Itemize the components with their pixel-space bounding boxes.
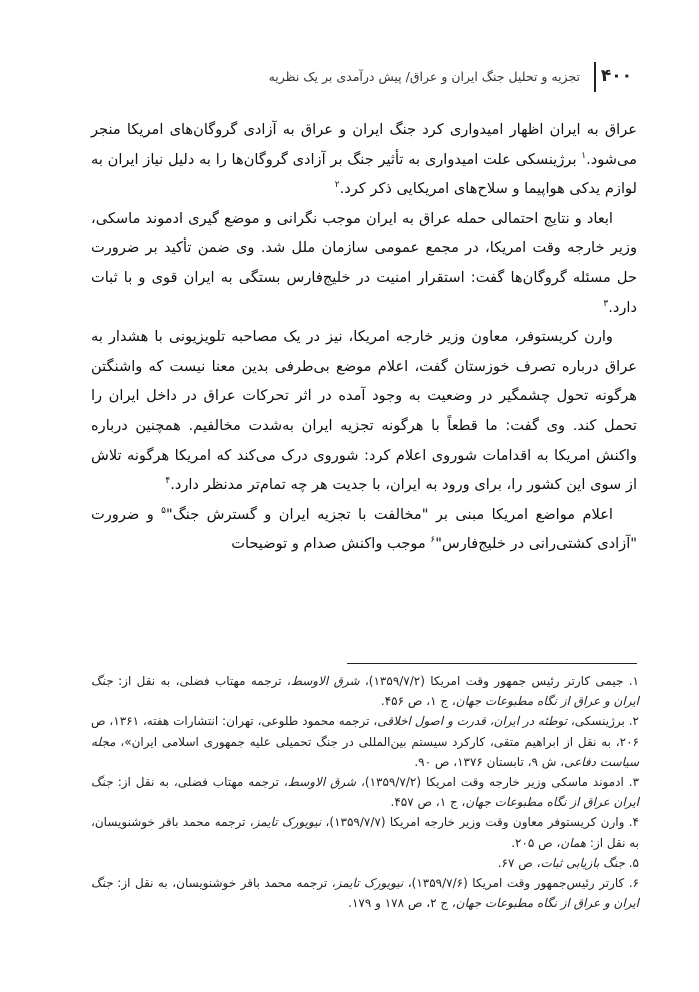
footnote-text: ، ج ۱، ص ۴۵۷. bbox=[390, 795, 466, 810]
paragraph bbox=[91, 500, 637, 559]
footnote-text: ، ج ۲، ص ۱۷۸ و ۱۷۹. bbox=[348, 896, 456, 911]
footnote bbox=[91, 873, 639, 913]
footnote bbox=[91, 853, 639, 873]
footnote-text: ، ص ۶۷. bbox=[497, 855, 541, 870]
footnote bbox=[91, 711, 639, 772]
footnote-source-title: نیویورک تایمز bbox=[335, 876, 404, 891]
footnote-source-title: همان bbox=[560, 835, 587, 850]
paragraph-text: ابعاد و نتایج احتمالی حمله عراق به ایران موجب نگرانی و موضع گیری ادموند ماسکی، وزیر خارجه وقت امریکا، در مجمع عمومی سازمان ملل شد. وی ضمن تأکید بر ضرورت حل مسئله گروگان‌ها گفت: استقرار امنیت در خلیج‌فارس بستگی به ایران قوی و با ثبات دارد. bbox=[91, 209, 637, 316]
footnote-text: ، ش ۹، تابستان ۱۳۷۶، ص ۹۰. bbox=[414, 754, 565, 769]
footnotes bbox=[91, 671, 639, 913]
page-number: ۴۰۰ bbox=[600, 66, 632, 86]
footnote bbox=[91, 812, 639, 852]
footnote-source-title: شرق الاوسط bbox=[290, 674, 360, 688]
footnote-text: ، ترجمه مهتاب فضلی، به نقل از: bbox=[112, 775, 288, 790]
header-divider bbox=[594, 62, 596, 92]
footnote bbox=[91, 671, 639, 711]
main-text bbox=[91, 115, 637, 559]
footnote-text: ۶. کارتر رئیس‌جمهور وقت امریکا (۱۳۵۹/۷/۶)، bbox=[403, 876, 640, 891]
footnote-text: ۲. برژینسکی، bbox=[567, 714, 639, 729]
paragraph-text: وارن کریستوفر، معاون وزیر خارجه امریکا، نیز در یک مصاحبه تلویزیونی با هشدار به عراق درباره تصرف خوزستان گفت، اعلام موضع بی‌طرفی بدین معنا نیست که واشنگتن هرگونه تحول چشمگیر در وضعیت به وجود آمده در اثر تحرکات عراق در داخل ایران را تحمل کند. وی گفت: ما قطعاً با هرگونه تجزیه ایران به‌شدت مخالفیم. همچنین درباره واکنش امریکا به اقدامات شوروی اعلام کرد: شوروی درک می‌کند که امریکا هرگونه تلاش از سوی این کشور را، برای ورود به ایران، با جدیت هر چه تمام‌تر مدنظر دارد. bbox=[91, 328, 637, 494]
footnote bbox=[91, 772, 639, 812]
paragraph-text: عراق به ایران اظهار امیدواری کرد جنگ ایران و عراق به آزادی گروگان‌های امریکا منجر می‌شود. bbox=[91, 121, 637, 168]
paragraph bbox=[91, 115, 637, 204]
footnote-source-title: توطئه در ایران، قدرت و اصول اخلاقی bbox=[377, 714, 568, 729]
footnote-source-title: نیویورک تایمز bbox=[253, 815, 322, 830]
footnote-source-title: جنگ بازیابی ثبات bbox=[540, 855, 625, 870]
paragraph-text: موجب واکنش صدام و توضیحات bbox=[231, 535, 431, 553]
footnote-text: ، ج ۱، ص ۴۵۶. bbox=[380, 694, 456, 709]
paragraph-text: برژینسکی علت امیدواری به تأثیر جنگ بر آزادی گروگان‌ها را به دلیل نیاز ایران به لوازم یدکی هواپیما و سلاح‌های امریکایی ذکر کرد. bbox=[91, 150, 637, 198]
footnote-source-title: جنگ ایران و عراق از نگاه مطبوعات جهان bbox=[91, 674, 639, 709]
footnote-text: ، ترجمه مهتاب فضلی، به نقل از: bbox=[112, 674, 291, 688]
footnote-source-title: مجله سیاست دفاعی bbox=[91, 734, 639, 769]
footnote-text: ۴. وارن کریستوفر معاون وقت وزیر خارجه امریکا (۱۳۵۹/۷/۷)، bbox=[321, 815, 639, 830]
running-title: تجزیه و تحلیل جنگ ایران و عراق/ پیش درآمدی بر یک نظریه bbox=[268, 69, 580, 84]
footnote-ref: ۵ bbox=[161, 505, 167, 516]
footnote-ref: ۴ bbox=[165, 476, 171, 487]
footnote-text: ، ترجمه محمود طلوعی، تهران: انتشارات هفته، ۱۳۶۱، ص ۲۰۶، به نقل از ابراهیم متقی، کارکرد سیستم بین‌المللی در جنگ تحمیلی علیه جمهوری اسلامی ایران»، bbox=[91, 714, 639, 749]
paragraph bbox=[91, 322, 637, 500]
footnote-text: ، ترجمه محمد باقر خوشنویسان، به نقل از: bbox=[91, 815, 639, 850]
footnote-source-title: جنگ ایران عراق از نگاه مطبوعات جهان bbox=[91, 775, 639, 810]
footnote-ref: ۳ bbox=[603, 298, 609, 309]
footnote-divider bbox=[347, 663, 637, 664]
footnote-text: ، ترجمه محمد باقر خوشنویسان، به نقل از: bbox=[112, 876, 336, 891]
footnote-ref: ۶ bbox=[430, 535, 436, 546]
paragraph bbox=[91, 204, 637, 322]
footnote-source-title: شرق الاوسط bbox=[287, 775, 357, 790]
page-header bbox=[90, 62, 638, 94]
footnote-text: ۱. جیمی کارتر رئیس جمهور وقت امریکا (۱۳۵۹/۷/۲)، bbox=[359, 674, 639, 688]
footnote-text: ۳. ادموند ماسکی وزیر خارجه وقت امریکا (۱۳۵۹/۷/۲)، bbox=[356, 775, 640, 790]
footnote-text: ۵. bbox=[624, 855, 639, 870]
footnote-ref: ۲ bbox=[334, 180, 340, 191]
paragraph-text: و ضرورت "آزادی کشتی‌رانی در خلیج‌فارس" bbox=[91, 505, 637, 553]
footnote-text: ، ص ۲۰۵. bbox=[511, 835, 561, 850]
paragraph-text: اعلام مواضع امریکا مبنی بر "مخالفت با تجزیه ایران و گسترش جنگ" bbox=[166, 505, 613, 523]
footnote-ref: ۱ bbox=[581, 150, 587, 161]
footnote-source-title: جنگ ایران و عراق از نگاه مطبوعات جهان bbox=[91, 876, 639, 911]
